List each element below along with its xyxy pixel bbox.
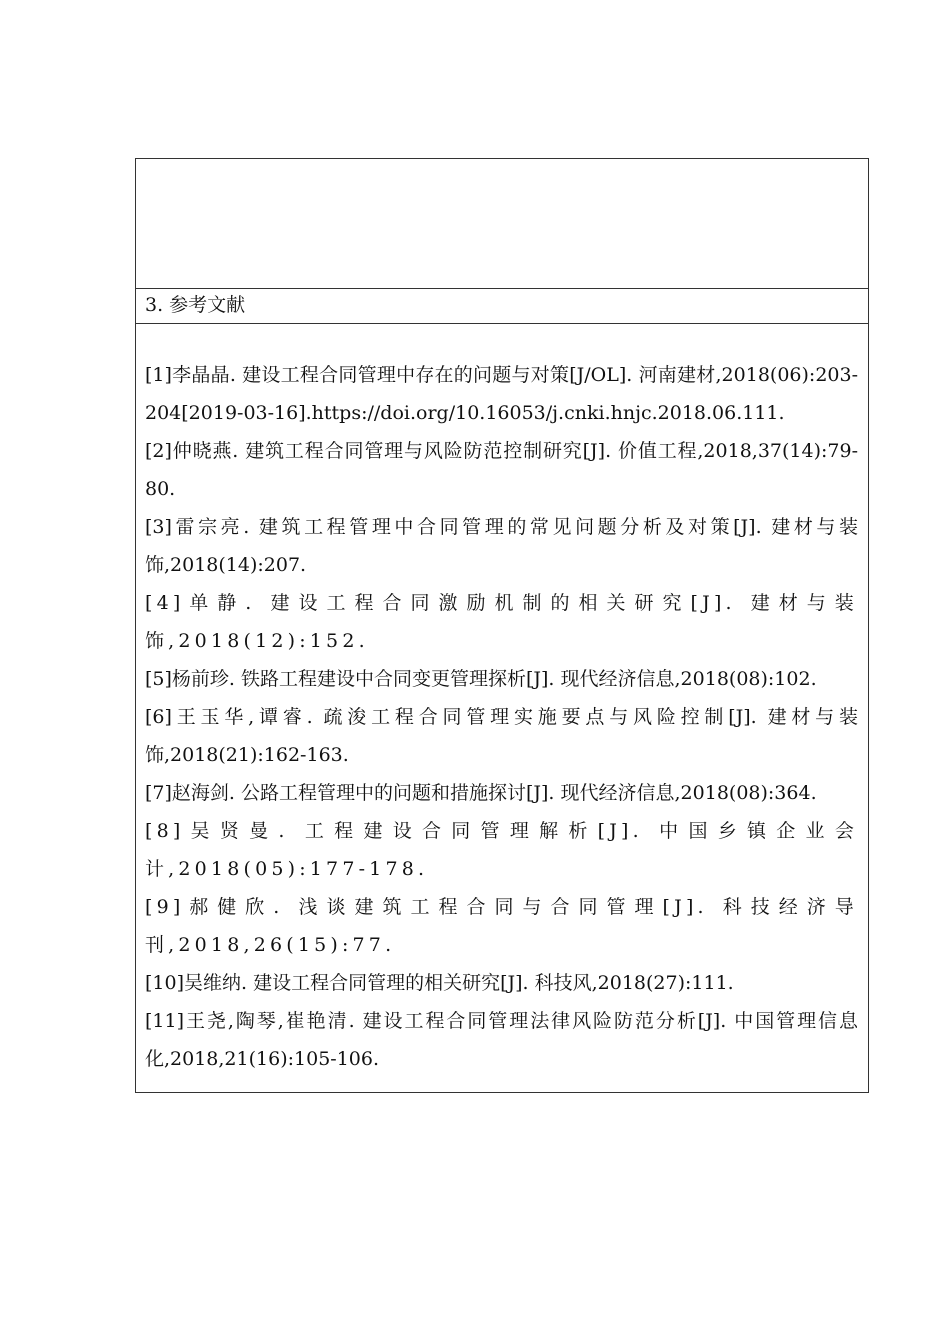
reference-item: [7]赵海剑. 公路工程管理中的问题和措施探讨[J]. 现代经济信息,2018(08):364. [145, 782, 817, 804]
reference-item: [6]王玉华,谭睿. 疏浚工程合同管理实施要点与风险控制[J]. 建材与装饰,2018(21):162-163. [145, 706, 858, 766]
reference-item: [8]吴贤曼. 工程建设合同管理解析[J]. 中国乡镇企业会计,2018(05):177-178. [145, 820, 858, 880]
reference-item: [4]单静. 建设工程合同激励机制的相关研究[J]. 建材与装饰,2018(12):152. [145, 592, 858, 652]
reference-item: [11]王尧,陶琴,崔艳清. 建设工程合同管理法律风险防范分析[J]. 中国管理信息化,2018,21(16):105-106. [145, 1010, 858, 1070]
reference-item: [5]杨前珍. 铁路工程建设中合同变更管理探析[J]. 现代经济信息,2018(08):102. [145, 668, 817, 690]
empty-cell [136, 159, 868, 289]
reference-item: [1]李晶晶. 建设工程合同管理中存在的问题与对策[J/OL]. 河南建材,2018(06):203-204[2019-03-16].https://doi.org/10.16053/j.cnki.hnjc.2018.06.111. [145, 364, 858, 424]
document-table [135, 158, 869, 1093]
section-heading: 3. 参考文献 [136, 289, 868, 324]
reference-item: [3]雷宗亮. 建筑工程管理中合同管理的常见问题分析及对策[J]. 建材与装饰,2018(14):207. [145, 516, 858, 576]
reference-item: [2]仲晓燕. 建筑工程合同管理与风险防范控制研究[J]. 价值工程,2018,37(14):79-80. [145, 440, 858, 500]
reference-item: [9]郝健欣. 浅谈建筑工程合同与合同管理[J]. 科技经济导刊,2018,26(15):77. [145, 896, 858, 956]
reference-list [136, 324, 868, 1092]
reference-item: [10]吴维纳. 建设工程合同管理的相关研究[J]. 科技风,2018(27):111. [145, 972, 734, 994]
